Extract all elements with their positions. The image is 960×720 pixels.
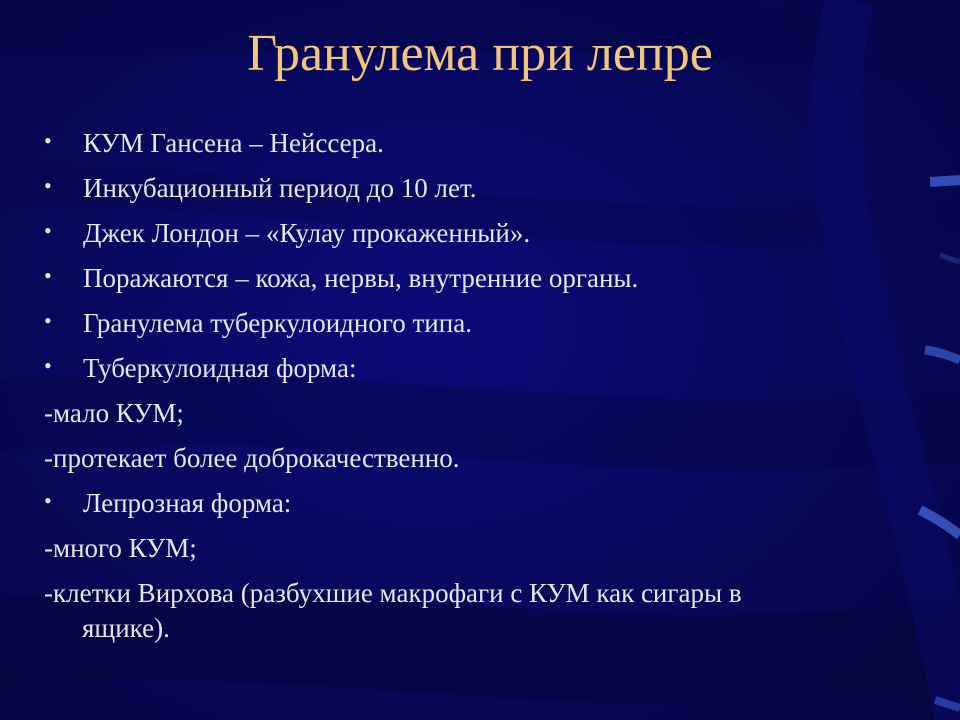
sub-item: -мало КУМ; (44, 398, 184, 428)
list-item (44, 301, 924, 346)
list-item (44, 256, 924, 301)
list-item-text: Поражаются – кожа, нервы, внутренние органы. (83, 263, 639, 293)
bullet-icon: • (44, 218, 52, 243)
list-item-text: Инкубационный период до 10 лет. (83, 173, 477, 203)
list-item-text: Джек Лондон – «Кулау прокаженный». (83, 218, 531, 248)
bullet-icon: • (44, 173, 52, 198)
slide-title: Гранулема при лепре (247, 25, 713, 82)
sub-item: -много КУМ; (44, 533, 197, 563)
list-item (44, 346, 924, 391)
list-item (44, 211, 924, 256)
slide-body (44, 121, 924, 646)
bullet-icon: • (44, 308, 52, 333)
list-item (44, 481, 924, 526)
list-item-text: КУМ Гансена – Нейссера. (83, 128, 384, 158)
list-item (44, 121, 924, 166)
bullet-icon: • (44, 488, 52, 513)
list-item-text: Гранулема туберкулоидного типа. (83, 308, 472, 338)
sub-item-text: -клетки Вирхова (разбухшие макрофаги с КУМ как сигары в (44, 578, 742, 608)
sub-item: -протекает более доброкачественно. (44, 443, 460, 473)
sub-item-continuation: ящике). (82, 613, 170, 643)
sub-item (44, 571, 924, 646)
bullet-icon: • (44, 128, 52, 153)
bullet-icon: • (44, 263, 52, 288)
bullet-icon: • (44, 353, 52, 378)
list-item (44, 166, 924, 211)
list-item-text: Туберкулоидная форма: (83, 353, 357, 383)
list-item-text: Лепрозная форма: (83, 488, 292, 518)
